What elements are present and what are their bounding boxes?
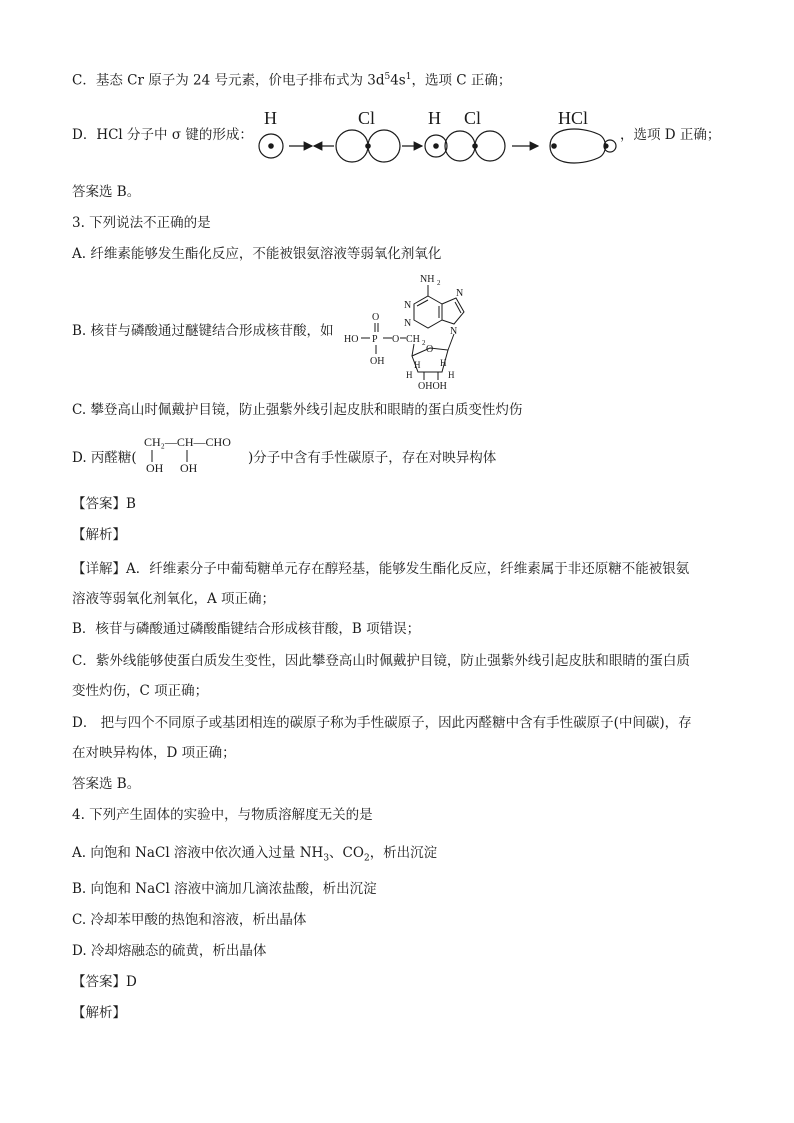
q3-option-d-pre-text: D. 丙醛糖(	[72, 450, 137, 466]
q3-option-a-text: A. 纤维素能够发生酯化反应，不能被银氨溶液等弱氧化剂氧化	[72, 246, 442, 262]
q3-detail-4	[72, 652, 690, 670]
q3-stem-text: 3. 下列说法不正确的是	[72, 215, 211, 231]
q4-answer	[72, 973, 137, 991]
q3-option-b-text: B. 核苷与磷酸通过醚键结合形成核苷酸，如	[72, 323, 334, 339]
cl-lobe-left	[336, 130, 368, 162]
bond-ch2-c4	[412, 344, 414, 356]
label-o-link: O	[392, 334, 400, 345]
q4-analysis	[72, 1004, 126, 1022]
glyceraldehyde-structure	[140, 432, 250, 476]
label-n3: N	[404, 318, 412, 329]
label-h-c: H	[406, 370, 413, 380]
label-h-d: H	[448, 370, 455, 380]
q2-answer-text: 答案选 B。	[72, 184, 141, 200]
q2-option-d-label	[72, 126, 253, 144]
label-hcl: HCl	[558, 108, 589, 128]
q3-answer-text: 【答案】B	[72, 496, 136, 512]
q4-option-a-tail: ，析出沉淀	[369, 845, 438, 861]
label-h-a: H	[414, 360, 421, 370]
label-ho: HO	[344, 334, 359, 345]
q3-detail-1	[72, 560, 689, 578]
label-oh-1: OH	[146, 461, 164, 475]
q4-analysis-text: 【解析】	[72, 1005, 126, 1021]
q3-answer	[72, 495, 136, 513]
cl-nucleus-1	[366, 144, 370, 148]
label-ohoh: OHOH	[418, 381, 447, 392]
label-n9: N	[450, 326, 458, 337]
q3-detail-7	[72, 744, 236, 762]
label-n7: N	[456, 288, 464, 299]
cl-lobe-right-2	[475, 131, 505, 161]
label-cl2: Cl	[464, 108, 482, 128]
sup-1: 1	[405, 72, 412, 82]
q2-option-c-text: C．基态 Cr 原子为 24 号元素，价电子排布式为 3d	[72, 72, 385, 89]
q3-detail-5-text: 变性灼伤，C 项正确；	[72, 683, 209, 699]
label-h2: H	[428, 108, 441, 128]
sigma-bond-diagram	[250, 104, 626, 172]
sup-5: 5	[384, 72, 391, 82]
q3-analysis	[72, 526, 126, 544]
q3-option-d-post-text: )分子中含有手性碳原子，存在对映异构体	[248, 450, 497, 466]
label-o-double: O	[372, 312, 380, 323]
q4-option-d-text: D. 冷却熔融态的硫黄，析出晶体	[72, 943, 267, 959]
q3-detail-3-text: B．核苷与磷酸通过磷酸酯键结合形成核苷酸，B 项错误；	[72, 621, 421, 637]
label-nh2: NH	[420, 274, 435, 285]
q4-option-c-text: C. 冷却苯甲酸的热饱和溶液，析出晶体	[72, 912, 307, 928]
q3-option-d-post	[248, 449, 496, 467]
h-nucleus-1	[269, 144, 273, 148]
sub-2: 2	[363, 853, 370, 864]
q3-option-b	[72, 322, 334, 340]
q3-option-c	[72, 401, 522, 419]
label-h-b: H	[440, 358, 447, 368]
purine-six-ring	[414, 296, 442, 328]
q2-answer	[72, 183, 140, 201]
sub-3: 3	[323, 853, 330, 864]
purine-five-ring	[442, 298, 464, 324]
q4-option-d	[72, 942, 266, 960]
q4-stem	[72, 806, 373, 824]
label-h1: H	[264, 108, 277, 128]
label-cl1: Cl	[358, 108, 376, 128]
q3-option-a	[72, 245, 441, 263]
q3-option-c-text: C. 攀登高山时佩戴护目镜，防止强紫外线引起皮肤和眼睛的蛋白质变性灼伤	[72, 402, 523, 418]
q2-option-d-tail	[620, 126, 720, 144]
label-ring-o: O	[426, 344, 434, 355]
q3-final-answer	[72, 775, 140, 793]
label-oh: OH	[370, 356, 385, 367]
cl-nucleus-2	[473, 144, 477, 148]
q4-option-a-text: A. 向饱和 NaCl 溶液中依次通入过量 NH	[72, 845, 324, 861]
q3-detail-3	[72, 620, 420, 638]
label-glyceraldehyde-chain: CH₂—CH—CHO	[144, 435, 231, 449]
q3-detail-4-text: C．紫外线能够使蛋白质发生变性，因此攀登高山时佩戴护目镜，防止强紫外线引起皮肤和眼睛的蛋白质	[72, 653, 690, 669]
q2-option-c	[72, 68, 511, 90]
q2-option-c-4s: 4s	[390, 72, 406, 89]
label-p: P	[372, 334, 378, 345]
q4-option-a	[72, 844, 437, 868]
label-ch2-sub: 2	[422, 339, 426, 347]
double-bond-3	[455, 302, 461, 313]
q3-option-d-pre	[72, 449, 137, 467]
q3-detail-1-text: 【详解】A．纤维素分子中葡萄糖单元存在醇羟基，能够发生酯化反应，纤维素属于非还原糖不能被银氨	[72, 561, 690, 577]
label-oh-2: OH	[180, 461, 198, 475]
cl-lobe-left-2	[445, 131, 475, 161]
h-nucleus-2	[434, 144, 438, 148]
label-n1: N	[404, 300, 412, 311]
q3-detail-2	[72, 590, 275, 608]
q4-option-b-text: B. 向饱和 NaCl 溶液中滴加几滴浓盐酸，析出沉淀	[72, 881, 377, 897]
q4-stem-text: 4. 下列产生固体的实验中，与物质溶解度无关的是	[72, 807, 373, 823]
q2-option-c-tail: ，选项 C 正确；	[411, 72, 512, 89]
label-ch2: CH	[406, 334, 420, 345]
q3-analysis-text: 【解析】	[72, 527, 126, 543]
hcl-orbital	[550, 129, 606, 163]
q4-option-a-co: 、CO	[329, 845, 364, 861]
cl-lobe-right	[368, 130, 400, 162]
q3-final-answer-text: 答案选 B。	[72, 776, 141, 792]
q3-detail-6	[72, 714, 692, 732]
q3-detail-5	[72, 682, 208, 700]
q4-answer-text: 【答案】D	[72, 974, 137, 990]
nucleotide-structure	[342, 268, 492, 392]
cl-nucleus-3	[552, 144, 556, 148]
label-nh2-sub: 2	[437, 279, 441, 287]
q3-stem	[72, 214, 211, 232]
h-nucleus-3	[604, 144, 608, 148]
q3-detail-7-text: 在对映异构体，D 项正确；	[72, 745, 236, 761]
q3-detail-6-text: D． 把与四个不同原子或基团相连的碳原子称为手性碳原子，因此丙醛糖中含有手性碳原子(中间碳)，存	[72, 715, 692, 731]
q2-option-d-tail-text: ，选项 D 正确；	[620, 127, 721, 143]
q2-option-d-text: D．HCl 分子中 σ 键的形成：	[72, 127, 253, 143]
q4-option-c	[72, 911, 306, 929]
q4-option-b	[72, 880, 377, 898]
q3-detail-2-text: 溶液等弱氧化剂氧化，A 项正确；	[72, 591, 276, 607]
